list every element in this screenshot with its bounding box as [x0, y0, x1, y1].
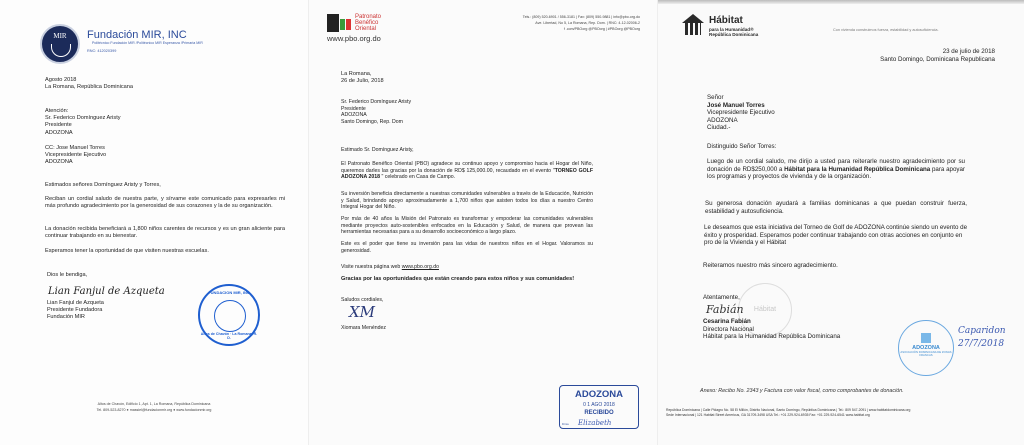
recipient-line: ADOZONA [45, 129, 73, 136]
pbo-emblem-icon [327, 14, 339, 32]
cc-block [45, 145, 106, 167]
habitat-org-name: Hábitat [709, 15, 743, 26]
salutation: Distinguido Señor Torres: [707, 143, 777, 150]
pbo-website: www.pbo.org.do [327, 34, 381, 43]
closing: Atentamente, [703, 294, 740, 301]
letter-date-block [341, 71, 384, 85]
habitat-org-sub: para la Humanidad® República Dominicana [709, 27, 759, 38]
visit-website-line: Visite nuestra página web www.pbo.org.do [341, 264, 439, 270]
stamp-firma-label: Firma [562, 423, 569, 426]
body-paragraph: Reiteramos nuestro más sincero agradecimiento. [703, 262, 838, 269]
letter-fundacion-mir [0, 0, 308, 445]
signer-block [47, 300, 104, 322]
cc-line: CC: Jose Manuel Torres [45, 145, 105, 151]
letter-place: La Romana, [341, 71, 372, 77]
recipient-line: Vicepresidente Ejecutivo [707, 109, 775, 117]
recipient-line: Presidente [45, 122, 72, 129]
letter-date-block [45, 77, 133, 91]
attention-block [45, 108, 121, 137]
body-paragraph: Reciban un cordial saludo de nuestra parte, y sírvame este comunicado para expresarles mi más profundo agradecimiento por la generosidad de sus corazones y la de su organización. [45, 196, 285, 210]
habitat-logo [682, 12, 792, 48]
website-link[interactable]: www.pbo.org.do [401, 264, 439, 270]
letter-habitat-para-la-humanidad [657, 0, 1024, 445]
received-date: 27/7/2018 [958, 339, 1005, 349]
signer-block [703, 318, 840, 341]
annex-note: Anexo: Recibo No. 2343 y Factura con valor fiscal, como comprobantes de donación. [700, 388, 904, 394]
recipient-block [707, 94, 775, 132]
recipient-name: José Manuel Torres [707, 101, 765, 109]
recipient-line: Ciudad.- [707, 124, 731, 132]
habitat-tagline: Con vivienda construimos fuerza, estabilidad y autosuficiencia. [833, 28, 939, 32]
attention-label: Atención: [45, 108, 69, 114]
salutation: Estimado Sr. Domínguez Aristy, [341, 147, 414, 153]
contact-line: Ave. Libertad, No 5, La Romana, Rep. Dom. | RNC: 4-12-02006-2 [535, 21, 640, 25]
body-paragraph: Su inversión beneficia directamente a nuestras comunidades vulnerables a través de la Educación, Nutrición y Salud, brindando apoyo aproximadamente a 1,700 niños que asisten todos los días a nuestro Centro Integral Hogar del Niño. [341, 191, 593, 211]
thanks-paragraph: Gracias por las oportunidades que están creando para estos niños y sus comunidades! [341, 276, 575, 282]
body-paragraph: Por más de 40 años la Misión del Patronato es transformar y empoderar las comunidades vulnerables mediante proyectos auto-sostenibles enfocados en la Educación y Salud, de manera que provean las herramientas necesarias para a su desarrollo socioeconómico a largo plazo. [341, 216, 593, 236]
body-paragraph: La donación recibida beneficiará a 1,800 niños carentes de recursos y es un gran aliciente para continuar trabajando en su bienestar. [45, 226, 285, 240]
pbo-logo [327, 14, 397, 44]
habitat-watermark-seal: Hábitat [738, 283, 792, 337]
letter-place: Santo Domingo, Dominicana Republicana [880, 56, 995, 63]
letter-date: 23 de julio de 2018 [942, 48, 995, 55]
salutation: Estimados señores Domínguez Aristy y Torres, [45, 182, 161, 188]
closing: Dios le bendiga, [47, 272, 88, 278]
recipient-line: Presidente [341, 105, 366, 112]
signer-org: Hábitat para la Humanidad República Dominicana [703, 333, 841, 341]
body-paragraph: El Patronato Benéfico Oriental (PBO) agradece su continuo apoyo y compromiso hacia el Hogar del Niño, queremos darles las gracias por la donación de RD$ 125,000.00, recaudado en el evento "TORNEO GOLF ADOZONA 2018 " celebrado en Casa de Campo. [341, 161, 593, 181]
stamp-org: ADOZONA [574, 389, 624, 400]
body-paragraph: Luego de un cordial saludo, me dirijo a usted para reiterarle nuestro agradecimiento por su donación de RD$250,000 a Hábitat para la Humanidad República Dominicana para apoyar los programas y proyectos de vivienda y de la organización. [707, 158, 965, 181]
received-stamp [559, 385, 639, 429]
recipient-block [341, 99, 411, 125]
received-signature: Caparidon [958, 326, 1006, 336]
signer-title: Directora Nacional [703, 325, 754, 333]
cc-line: ADOZONA [45, 159, 73, 166]
signature: XM [349, 303, 376, 321]
closing: Saludos cordiales, [341, 297, 384, 303]
letter-footer [666, 408, 1006, 418]
stamp-sub: ASOCIACIÓN DOMINICANA DE ZONAS FRANCAS [900, 350, 952, 358]
body-paragraph: Este es el poder que tiene su inversión para las vidas de nuestros niños en el Hogar. Valoramos su generosidad. [341, 241, 593, 254]
body-paragraph: Esperamos tener la oportunidad de que visiten nuestras escuelas. [45, 248, 209, 254]
letterhead-subtitle: Politécnico Fundación MIR /Politécnico MIR Esperanza /Primaria MIR [92, 41, 203, 45]
footer-line: República Dominicana | Calle Pidagro No. 58 El Millón, Distrito Nacional, Santo Domingo, República Dominicana | Tel.: 809 547-2091 | www.habitatdominicana.org [666, 408, 911, 412]
scan-edge-shadow [658, 0, 1024, 4]
people-icon [685, 23, 701, 35]
signature: Lian Fanjul de Azqueta [48, 286, 165, 297]
body-paragraph: Le deseamos que esta iniciativa del Torneo de Golf de ADOZONA continúe siendo un evento de éxito y prosperidad. Esperamos poder continuar trabajando con otras acciones en conjunto en pro de la Vivienda y el Hábitat [704, 224, 968, 247]
mir-logo-icon: MIR [40, 24, 80, 64]
signer-org: Fundación MIR [47, 314, 85, 321]
signer-name: Lian Fanjul de Azqueta [47, 300, 104, 306]
cc-line: Vicepresidente Ejecutivo [45, 152, 107, 159]
recipient-line: Sr. Federico Domínguez Aristy [341, 99, 412, 105]
signature: Fabián [706, 303, 744, 316]
recipient-title: Señor [707, 94, 724, 101]
social-line: f .com/PBOorg @PBOorg | #PBOorg @PBOorg [563, 27, 640, 31]
seal-emblem-icon [214, 300, 246, 332]
stamp-org: ADOZONA [912, 345, 940, 351]
signer-name: Cesarina Fabián [703, 318, 751, 325]
footer-address: Altos de Chavón, Edificio 1, Apt. 1, La Romana, República Dominicana [97, 402, 211, 406]
body-paragraph: Su generosa donación ayudará a familias dominicanas a que puedan construir fuerza, estabilidad y autosuficiencia. [705, 200, 967, 215]
signer-title: Presidente Fundadora [47, 307, 103, 314]
handwritten-received-note [958, 325, 1006, 351]
contact-line: Tels.: (809) 520-6901 / 556-3181 | Fax: (809) 550-9881 | info@pbo.org.do [522, 15, 640, 19]
stamp-date: 0 1 AGO 2018 [583, 402, 615, 408]
letterhead-contact [523, 14, 640, 32]
footer-contact: Tel. 809-523-8270 ● massiel@fundacionmir.org ● www.fundacionmir.org [96, 408, 212, 412]
event-name: TORNEO GOLF ADOZONA 2018 [341, 167, 593, 181]
children-icon [340, 16, 354, 30]
letter-patronato-benefico-oriental [308, 0, 658, 445]
letterhead-org-name: Fundación MIR, INC [87, 29, 187, 41]
adozona-logo-icon [921, 333, 931, 343]
signer-name: Xiomara Menéndez [341, 325, 386, 331]
letter-footer [0, 401, 308, 413]
footer-line: Sede Internacional | 121 Habitat Street Americus, GA 31709-3498 USA Tel.: +01 229-924-6935 Fax: +01 229-924-6541 www.habitat.org [666, 413, 870, 417]
house-icon [682, 14, 704, 23]
adozona-received-stamp [898, 320, 954, 376]
recipient-line: Sr. Federico Domínguez Aristy [45, 115, 121, 122]
letter-date: 26 de Julio, 2018 [341, 78, 384, 85]
recipient-line: ADOZONA [341, 112, 367, 119]
letter-date: Agosto 2018 [45, 77, 77, 83]
letter-place: La Romana, República Dominicana [45, 84, 133, 91]
org-name-bold: Hábitat para la Humanidad República Dominicana [784, 165, 931, 173]
stamp-signature: Elizabeth [578, 419, 612, 427]
letterhead-rnc: RNC: 412020399 [87, 49, 117, 53]
pbo-org-name: Patronato Benéfico Oriental [355, 14, 382, 32]
organization-seal-stamp: FUNDACION MIR, INC Altos de Chavón · La Romana, R. D. [198, 284, 260, 346]
recipient-line: ADOZONA [707, 116, 738, 124]
stamp-label: RECIBIDO [584, 410, 614, 416]
letter-date-block [880, 48, 995, 64]
recipient-line: Santo Domingo, Rep. Dom [341, 118, 403, 125]
